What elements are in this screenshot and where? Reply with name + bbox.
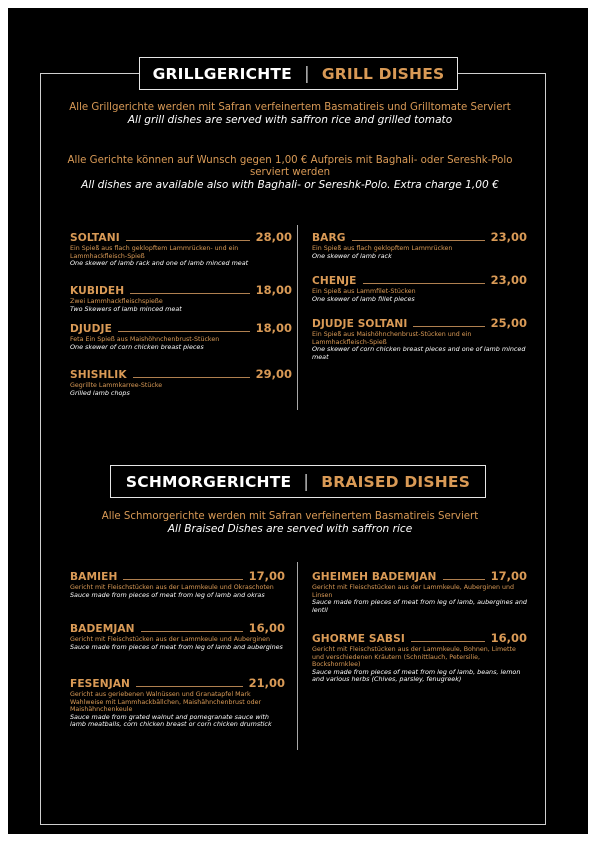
grill-intro-2 bbox=[60, 155, 520, 191]
item-name: BADEMJAN bbox=[70, 623, 135, 635]
item-desc-en: One skewer of lamb rack bbox=[312, 251, 392, 260]
title-separator: | bbox=[303, 63, 310, 84]
menu-item bbox=[70, 569, 285, 599]
item-desc-de: Ein Spieß aus Lammfilet-Stücken bbox=[312, 288, 416, 295]
menu-item bbox=[312, 230, 527, 260]
item-name: SHISHLIK bbox=[70, 369, 127, 381]
grill-title-en: GRILL DISHES bbox=[321, 64, 445, 83]
item-price: 18,00 bbox=[255, 321, 292, 335]
item-name: DJUDJE bbox=[70, 323, 112, 335]
menu-item bbox=[70, 676, 285, 729]
intro-text-de: Alle Schmorgerichte werden mit Safran verfeinertem Basmatireis Serviert bbox=[101, 511, 479, 522]
item-name: BAMIEH bbox=[70, 571, 118, 583]
menu-item bbox=[312, 316, 527, 361]
braised-intro bbox=[60, 511, 520, 535]
item-desc-de: Gegrillte Lammkarree-Stücke bbox=[70, 382, 163, 389]
column-divider bbox=[297, 225, 298, 410]
item-name: BARG bbox=[312, 232, 346, 244]
braised-title-box bbox=[110, 465, 486, 498]
item-price: 21,00 bbox=[248, 676, 285, 690]
intro-text-de: Alle Gerichte können auf Wunsch gegen 1,00 € Aufpreis mit Baghali- oder Sereshk-Polo serviert werden bbox=[67, 155, 513, 178]
item-desc-de: Zwei Lammhackfleischspieße bbox=[70, 298, 163, 305]
braised-title-en: BRAISED DISHES bbox=[321, 472, 471, 491]
menu-item bbox=[70, 321, 292, 351]
item-desc-de: Ein Spieß aus flach geklopftem Lammrücken- und ein Lammhackfleisch-Spieß bbox=[70, 245, 239, 260]
item-desc-en: Grilled lamb chops bbox=[70, 388, 130, 397]
item-desc-en: One skewer of corn chicken breast pieces and one of lamb minced meat bbox=[312, 345, 526, 361]
item-desc-en: Sauce made from pieces of meat from leg of lamb and aubergines bbox=[70, 642, 283, 651]
item-name: SOLTANI bbox=[70, 232, 120, 244]
grill-title-de: GRILLGERICHTE bbox=[152, 64, 292, 83]
item-desc-en: Sauce made from grated walnut and pomegranate sauce with lamb meatballs, corn chicken breast or corn chicken drumstick bbox=[70, 712, 272, 729]
item-price: 29,00 bbox=[255, 367, 292, 381]
item-desc-de: Gericht aus geriebenen Walnüssen und Granatapfel Mark Wahlweise mit Lammhackbällchen, Maishähnchenbrust oder Maishähnchenkeule bbox=[70, 691, 262, 713]
item-desc-en: One skewer of corn chicken breast pieces bbox=[70, 342, 204, 351]
item-name: GHORME SABSI bbox=[312, 633, 405, 645]
menu-item bbox=[70, 230, 292, 268]
intro-text-en: All grill dishes are served with saffron rice and grilled tomato bbox=[127, 114, 453, 126]
item-desc-en: Sauce made from pieces of meat from leg of lamb and okras bbox=[70, 590, 265, 599]
item-desc-en: Sauce made from pieces of meat from leg of lamb, aubergines and lentil bbox=[312, 598, 527, 614]
item-desc-de: Ein Spieß aus Maishöhnchenbrust-Stücken und ein Lammhackfleisch-Spieß bbox=[312, 331, 472, 346]
menu-item bbox=[312, 569, 527, 614]
item-desc-en: One skewer of lamb fillet pieces bbox=[312, 294, 415, 303]
item-price: 25,00 bbox=[490, 316, 527, 330]
grill-intro-1 bbox=[60, 102, 520, 126]
intro-text-en: All dishes are available also with Baghali- or Sereshk-Polo. Extra charge 1,00 € bbox=[81, 179, 499, 191]
grill-title-box bbox=[139, 57, 458, 90]
item-name: FESENJAN bbox=[70, 678, 131, 690]
item-price: 28,00 bbox=[255, 230, 292, 244]
menu-item bbox=[70, 367, 292, 397]
item-desc-de: Gericht mit Fleischstücken aus der Lammkeule, Auberginen und Linsen bbox=[312, 584, 514, 599]
item-price: 23,00 bbox=[490, 273, 527, 287]
braised-title-de: SCHMORGERICHTE bbox=[125, 472, 292, 491]
item-name: KUBIDEH bbox=[70, 285, 125, 297]
intro-text-en: All Braised Dishes are served with saffron rice bbox=[167, 523, 413, 535]
item-name: GHEIMEH BADEMJAN bbox=[312, 571, 437, 583]
intro-text-de: Alle Grillgerichte werden mit Safran verfeinertem Basmatireis und Grilltomate Serviert bbox=[69, 102, 511, 113]
item-desc-de: Gericht mit Fleischstücken aus der Lammkeule und Okraschoten bbox=[70, 584, 274, 591]
menu-item bbox=[312, 631, 527, 684]
item-desc-en: One skewer of lamb rack and one of lamb minced meat bbox=[70, 259, 249, 267]
item-desc-de: Feta Ein Spieß aus Maishöhnchenbrust-Stücken bbox=[70, 336, 220, 343]
item-price: 16,00 bbox=[490, 631, 527, 645]
item-desc-de: Ein Spieß aus flach geklopftem Lammrücken bbox=[312, 245, 453, 252]
menu-item bbox=[70, 283, 292, 313]
item-desc-de: Gericht mit Fleischstücken aus der Lammkeule, Bohnen, Limette und verschiedenen Kräutern (Schnittlauch, Petersilie, Bockshornklee) bbox=[312, 646, 516, 668]
item-name: CHENJE bbox=[312, 275, 357, 287]
item-desc-en: Two Skewers of lamb minced meat bbox=[70, 304, 182, 313]
item-price: 16,00 bbox=[248, 621, 285, 635]
title-separator: | bbox=[303, 471, 310, 492]
item-price: 23,00 bbox=[490, 230, 527, 244]
item-price: 18,00 bbox=[255, 283, 292, 297]
item-price: 17,00 bbox=[490, 569, 527, 583]
item-desc-de: Gericht mit Fleischstücken aus der Lammkeule und Auberginen bbox=[70, 636, 270, 643]
item-desc-en: Sauce made from pieces of meat from leg of lamb, beans, lemon and various herbs (Chives, parsley, fenugreek) bbox=[312, 667, 521, 684]
item-name: DJUDJE SOLTANI bbox=[312, 318, 408, 330]
menu-item bbox=[312, 273, 527, 303]
item-price: 17,00 bbox=[248, 569, 285, 583]
column-divider bbox=[297, 562, 298, 750]
menu-item bbox=[70, 621, 285, 651]
